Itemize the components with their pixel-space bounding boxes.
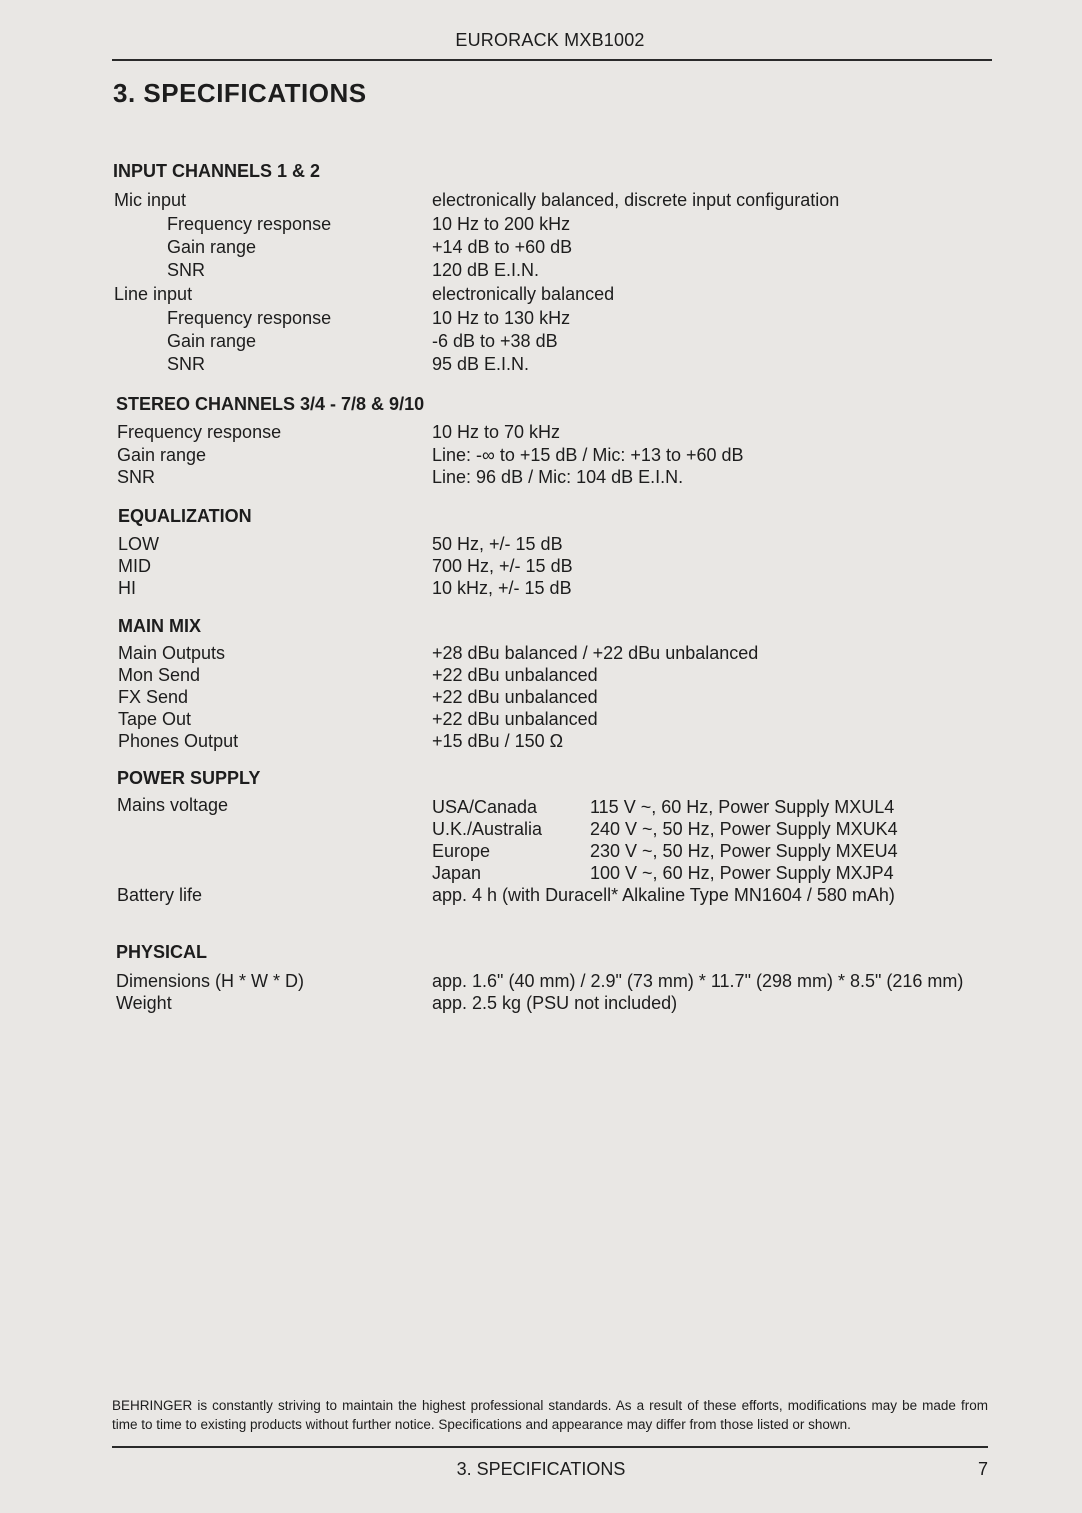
spec-row: [0, 354, 1082, 378]
spec-value: +14 dB to +60 dB: [432, 237, 573, 257]
spec-value: 120 dB E.I.N.: [432, 260, 540, 280]
power-supply-heading: POWER SUPPLY: [117, 768, 261, 788]
physical-heading: PHYSICAL: [116, 942, 208, 962]
header-rule: [112, 59, 992, 61]
spec-label: Tape Out: [118, 709, 192, 729]
spec-row: [0, 885, 1082, 909]
spec-row: [0, 237, 1082, 261]
spec-label: Frequency response: [117, 422, 282, 442]
spec-label: SNR: [117, 467, 156, 487]
spec-row: [0, 665, 1082, 689]
section-title: 3. SPECIFICATIONS: [113, 78, 367, 108]
footer-title: 3. SPECIFICATIONS: [456, 1459, 626, 1479]
spec-label: Mon Send: [118, 665, 201, 685]
spec-row: [0, 190, 1082, 214]
input-channels-heading: INPUT CHANNELS 1 & 2: [113, 161, 321, 181]
region-value: 230 V ~, 50 Hz, Power Supply MXEU4: [590, 841, 898, 861]
spec-row: [0, 422, 1082, 446]
spec-row: [0, 308, 1082, 332]
spec-row: [0, 556, 1082, 580]
spec-value: app. 4 h (with Duracell* Alkaline Type MN1604 / 580 mAh): [432, 885, 895, 905]
region-label: USA/Canada: [432, 797, 538, 817]
spec-label: Line input: [114, 284, 193, 304]
spec-label: Mic input: [114, 190, 187, 210]
spec-value: app. 2.5 kg (PSU not included): [432, 993, 678, 1013]
spec-label: SNR: [167, 354, 206, 374]
spec-label: Mains voltage: [117, 795, 229, 815]
spec-label: Frequency response: [167, 308, 332, 328]
region-row: [0, 841, 1082, 865]
spec-row: [0, 578, 1082, 602]
region-row: [0, 819, 1082, 843]
spec-label: Weight: [116, 993, 172, 1013]
spec-row: [0, 731, 1082, 755]
spec-row: [0, 993, 1082, 1017]
spec-value: 10 kHz, +/- 15 dB: [432, 578, 572, 598]
spec-row: [0, 331, 1082, 355]
region-label: Europe: [432, 841, 491, 861]
spec-value: electronically balanced: [432, 284, 615, 304]
spec-label: Gain range: [167, 331, 257, 351]
spec-label: MID: [118, 556, 151, 576]
spec-row: [0, 214, 1082, 238]
spec-row: [0, 643, 1082, 667]
spec-row: [0, 534, 1082, 558]
spec-row: [0, 467, 1082, 491]
spec-row: [0, 971, 1082, 995]
spec-label: SNR: [167, 260, 206, 280]
spec-value: Line: -∞ to +15 dB / Mic: +13 to +60 dB: [432, 445, 744, 465]
spec-label: Main Outputs: [118, 643, 226, 663]
page-number: 7: [978, 1459, 989, 1479]
spec-label: Frequency response: [167, 214, 332, 234]
disclaimer-footnote: BEHRINGER is constantly striving to maintain the highest professional standards. As a result of these efforts, modifications may be made from time to time to existing products without further notice. Specifications and appearance may differ from those listed or shown.: [112, 1398, 988, 1432]
spec-row: [0, 284, 1082, 308]
spec-value: 10 Hz to 70 kHz: [432, 422, 561, 442]
header-title: EURORACK MXB1002: [455, 30, 645, 50]
spec-row: [0, 687, 1082, 711]
spec-row: [0, 709, 1082, 733]
spec-label: Dimensions (H * W * D): [116, 971, 305, 991]
spec-value: 10 Hz to 200 kHz: [432, 214, 571, 234]
spec-value: 50 Hz, +/- 15 dB: [432, 534, 563, 554]
spec-value: +28 dBu balanced / +22 dBu unbalanced: [432, 643, 759, 663]
region-value: 240 V ~, 50 Hz, Power Supply MXUK4: [590, 819, 898, 839]
spec-value: -6 dB to +38 dB: [432, 331, 558, 351]
region-row: [0, 863, 1082, 887]
region-value: 100 V ~, 60 Hz, Power Supply MXJP4: [590, 863, 894, 883]
region-label: U.K./Australia: [432, 819, 543, 839]
spec-value: app. 1.6" (40 mm) / 2.9" (73 mm) * 11.7" (298 mm) * 8.5" (216 mm): [432, 971, 964, 991]
region-value: 115 V ~, 60 Hz, Power Supply MXUL4: [590, 797, 895, 817]
spec-value: electronically balanced, discrete input configuration: [432, 190, 840, 210]
spec-label: Gain range: [117, 445, 207, 465]
spec-label: Battery life: [117, 885, 203, 905]
spec-value: Line: 96 dB / Mic: 104 dB E.I.N.: [432, 467, 684, 487]
stereo-channels-heading: STEREO CHANNELS 3/4 - 7/8 & 9/10: [116, 394, 425, 414]
footer-rule: [112, 1446, 988, 1448]
spec-value: 700 Hz, +/- 15 dB: [432, 556, 573, 576]
spec-label: Gain range: [167, 237, 257, 257]
spec-row: [0, 445, 1082, 469]
spec-value: 95 dB E.I.N.: [432, 354, 530, 374]
region-row: [0, 797, 1082, 821]
spec-label: FX Send: [118, 687, 189, 707]
region-label: Japan: [432, 863, 482, 883]
spec-row: [0, 260, 1082, 284]
equalization-heading: EQUALIZATION: [118, 506, 252, 526]
spec-label: HI: [118, 578, 136, 598]
main-mix-heading: MAIN MIX: [118, 616, 201, 636]
spec-value: +22 dBu unbalanced: [432, 709, 598, 729]
spec-value: +15 dBu / 150 Ω: [432, 731, 564, 751]
spec-value: +22 dBu unbalanced: [432, 687, 598, 707]
spec-value: +22 dBu unbalanced: [432, 665, 598, 685]
spec-label: Phones Output: [118, 731, 239, 751]
spec-value: 10 Hz to 130 kHz: [432, 308, 571, 328]
spec-label: LOW: [118, 534, 160, 554]
